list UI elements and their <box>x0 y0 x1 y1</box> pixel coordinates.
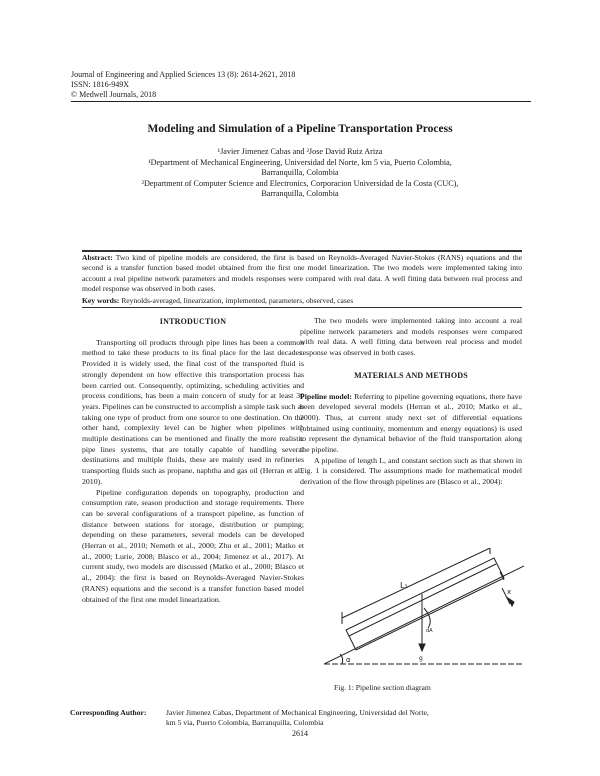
label-alpha: α <box>346 656 351 664</box>
intro-paragraph-1: Transporting oil products through pipe lines has been a common method to take these products to its final place for the last decades. Provided it is widely used, the final cost of the transported fluid is strongly dependent on how effective this transportation process has been carried out. Consequently, optimizing, scheduling activities and process conditions, has been a main concern of study for at least 30 years. Pipelines can be constructed to accomplish a simple task such as taking one type of product from one source to one destination. On the other hand, complexity level can be higher when pipelines with multiple destinations can be mentioned and finally the more realistic pipe lines systems, that are totally capable of handling several destinations and multiple fluids, these are mainly used in refineries transporting fluids such as propane, naphtha and gas oil (Herran et al., 2010). <box>82 337 304 486</box>
copyright: © Medwell Journals, 2018 <box>71 90 531 102</box>
intro-paragraph-2: Pipeline configuration depends on topography, production and consumption rate, season production and storage requirements. There can be several configurations of a transport pipeline, as function of distance between stations for storage, distribution or pumping; depending on these parameters, several models can be developed (Herran et al., 2010; Nemeth et al., 2000; Zhu et al., 2001; Matko et al., 2000; Lurie, 2008; Blasco et al., 2004; Jimenez et al., 2017). At current study, two models are discussed (Matko et al., 2000; Blasco et al., 2004): the first is based on Reynolds-Averaged Navier-Stokes (RANS) equations and the second is a transfer function based model obtained of the first one model linearization. <box>82 487 304 604</box>
pipeline-model-subheading: Pipeline model: <box>300 391 352 401</box>
affiliation-2-city: Barranquilla, Colombia <box>261 189 339 198</box>
author-names: ¹Javier Jimenez Cabas and ²Jose David Ruiz Ariza <box>217 147 383 156</box>
pipeline-diagram-graphic <box>324 548 524 678</box>
affiliation-2: ²Department of Computer Science and Electronics, Corporacion Universidad de la Costa (CUC), <box>141 178 459 188</box>
affiliation-1: ¹Department of Mechanical Engineering, Universidad del Norte, km 5 via, Puerto Colombia, <box>148 157 452 167</box>
section-heading-materials-methods: MATERIALS AND METHODS <box>354 370 468 380</box>
pipeline-section-diagram <box>324 548 524 678</box>
paper-title: Modeling and Simulation of a Pipeline Transportation Process <box>147 123 453 135</box>
page-number: 2614 <box>292 729 308 738</box>
pipeline-assumptions-paragraph: A pipeline of length L, and constant section such as that shown in Fig. 1 is considered. The assumptions made for mathematical model derivation of the flow through pipelines are (Blasco et al., 2004): <box>300 455 522 487</box>
abstract-text: Two kind of pipeline models are considered, the first is based on Reynolds-Averaged Navier-Stokes (RANS) equations and the second is a transfer function based model obtained from the first one model linearization. The two models were implemented taking into account a real pipeline network parameters and models responses were compared with real data. A well fitting data between real process and model response was observed in both cases. <box>82 253 522 293</box>
issn: ISSN: 1816-949X <box>71 80 130 89</box>
label-x: x <box>507 588 512 596</box>
keywords-label: Key words: <box>82 296 120 305</box>
corresponding-author-line-2: km 5 via, Puerto Colombia, Barranquilla, Colombia <box>166 718 324 727</box>
corresponding-author-line-1: Javier Jimenez Cabas, Department of Mechanical Engineering, Universidad del Norte, <box>166 708 429 717</box>
abstract <box>82 250 522 294</box>
label-g: g <box>419 655 423 662</box>
right-column <box>300 316 522 488</box>
pipeline-model-text: Referring to pipeline governing equations, there have been developed several models (Herran et al., 2010; Matko et al., 2000). Thus, at current study next set of differential equations (obtained using continuity, momentum and energy equations) is used to represent the dynamical behavior of the fluid transportation along the pipeline. <box>300 391 522 455</box>
pipeline-model-paragraph <box>300 392 522 456</box>
label-length: L₁ <box>400 581 408 590</box>
journal-citation: Journal of Engineering and Applied Sciences 13 (8): 2614-2621, 2018 <box>71 70 296 79</box>
corresponding-author-label: Corresponding Author: <box>70 708 147 717</box>
keywords <box>82 296 522 308</box>
journal-header <box>71 70 531 102</box>
keywords-text: Reynolds-averaged, linearization, implemented, parameters, observed, cases <box>119 296 354 305</box>
intro-paragraph-3: The two models were implemented taking into account a real pipeline network parameters and models responses were compared with real data. A well fitting data between real process and model response was observed in both cases. <box>300 316 522 358</box>
figure-caption: Fig. 1: Pipeline section diagram <box>334 683 431 692</box>
label-dA: dA <box>426 628 433 634</box>
corresponding-author <box>70 708 540 728</box>
abstract-label: Abstract: <box>82 253 113 262</box>
left-column <box>82 317 304 605</box>
affiliation-1-city: Barranquilla, Colombia <box>261 168 339 177</box>
author-block <box>60 147 540 200</box>
corresponding-author-text <box>166 708 536 728</box>
section-heading-introduction: INTRODUCTION <box>159 317 227 326</box>
